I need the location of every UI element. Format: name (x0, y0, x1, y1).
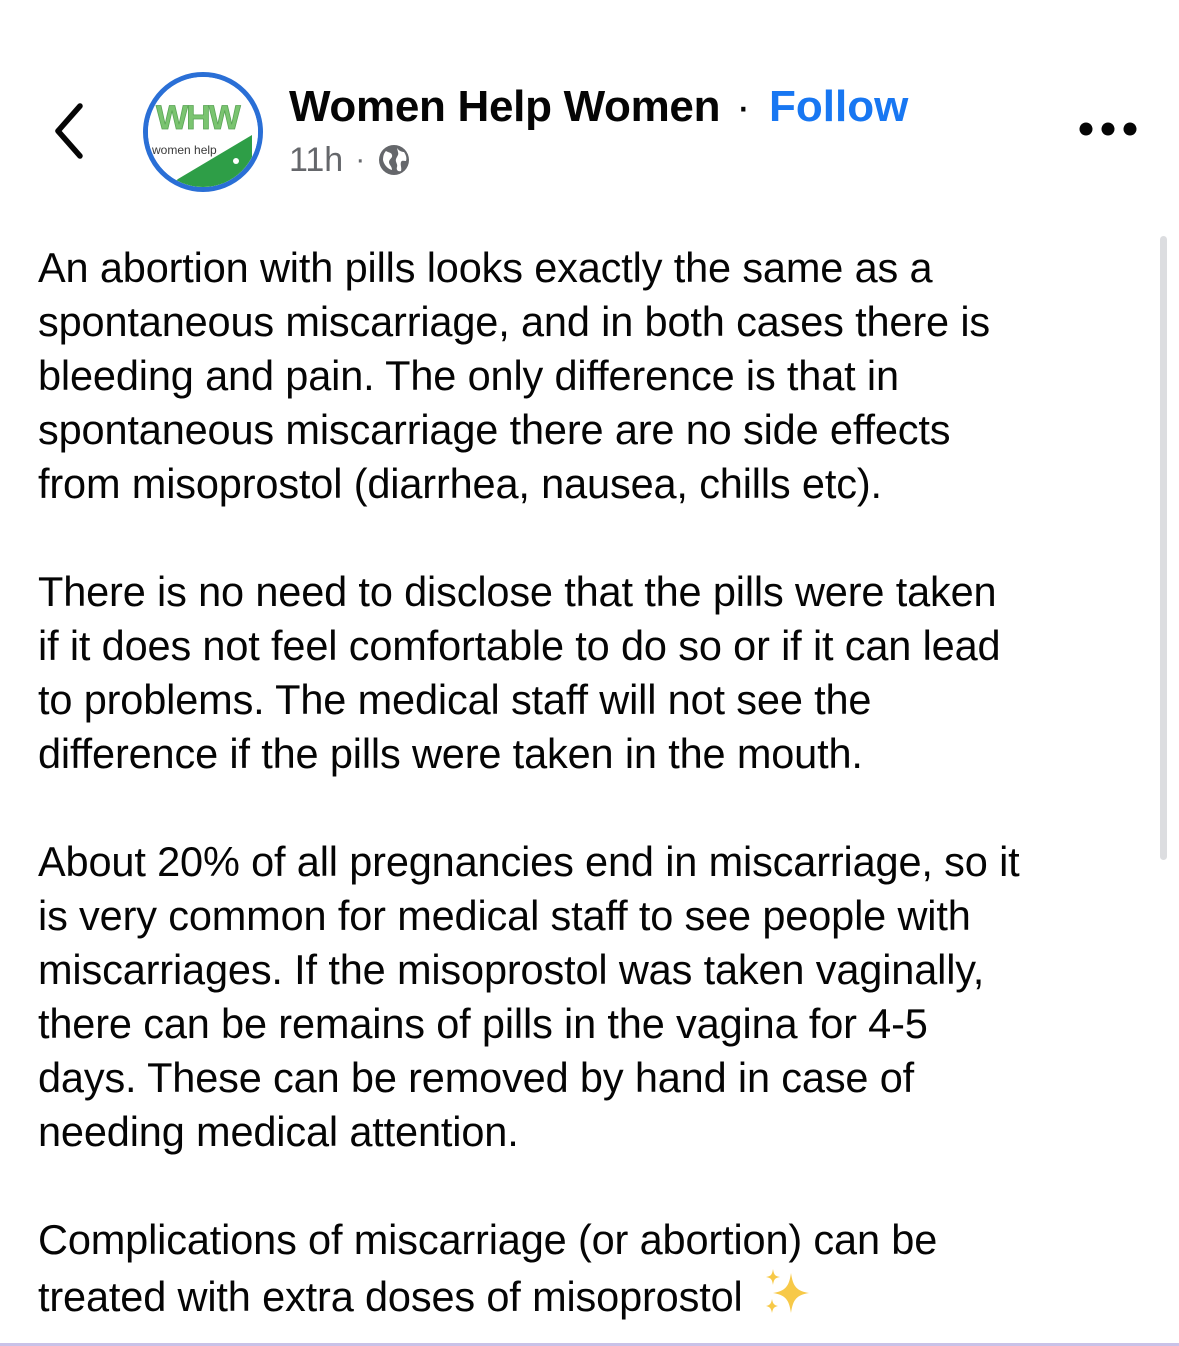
post-text (38, 241, 1150, 1324)
more-options-button[interactable] (1074, 112, 1142, 146)
page-name[interactable]: Women Help Women (289, 82, 721, 131)
text-line: bleeding and pain. The only difference is that in (38, 352, 899, 399)
post-paragraph (38, 565, 1150, 781)
whw-logo (148, 77, 258, 187)
text-line: Complications of miscarriage (or abortion) can be (38, 1216, 938, 1263)
post-header (0, 0, 1179, 220)
meta-separator: · (355, 143, 366, 176)
text-line (38, 1267, 1150, 1324)
svg-text:WHW: WHW (156, 99, 239, 137)
globe-icon (377, 143, 411, 177)
avatar[interactable] (143, 72, 263, 192)
chevron-left-icon (44, 96, 98, 166)
text-line: difference if the pills were taken in the mouth. (38, 730, 863, 777)
sparkles-icon (761, 1267, 813, 1317)
text-line: there can be remains of pills in the vagina for 4-5 (38, 1000, 928, 1047)
post-paragraph (38, 1213, 1150, 1324)
post-meta (289, 138, 411, 182)
text-line: An abortion with pills looks exactly the same as a (38, 244, 933, 291)
text-line: to problems. The medical staff will not see the (38, 676, 872, 723)
text-line-content: treated with extra doses of misoprostol (38, 1273, 743, 1320)
post-paragraph (38, 241, 1150, 511)
post-time[interactable]: 11h (289, 140, 344, 179)
text-line: needing medical attention. (38, 1108, 519, 1155)
name-separator: · (736, 82, 751, 131)
text-line: miscarriages. If the misoprostol was taken vaginally, (38, 946, 985, 993)
text-line: There is no need to disclose that the pills were taken (38, 568, 997, 615)
back-button[interactable] (44, 96, 98, 166)
text-line: from misoprostol (diarrhea, nausea, chills etc). (38, 460, 882, 507)
text-line: if it does not feel comfortable to do so or if it can lead (38, 622, 1001, 669)
more-horizontal-icon (1074, 112, 1142, 146)
text-line: About 20% of all pregnancies end in miscarriage, so it (38, 838, 1020, 885)
text-line: spontaneous miscarriage there are no side effects (38, 406, 951, 453)
text-line: spontaneous miscarriage, and in both cases there is (38, 298, 991, 345)
svg-text:women help: women help (152, 143, 217, 157)
text-line: is very common for medical staff to see people with (38, 892, 971, 939)
text-line: days. These can be removed by hand in case of (38, 1054, 915, 1101)
post-paragraph (38, 835, 1150, 1159)
scrollbar[interactable] (1160, 236, 1167, 860)
follow-button[interactable]: Follow (769, 82, 909, 131)
